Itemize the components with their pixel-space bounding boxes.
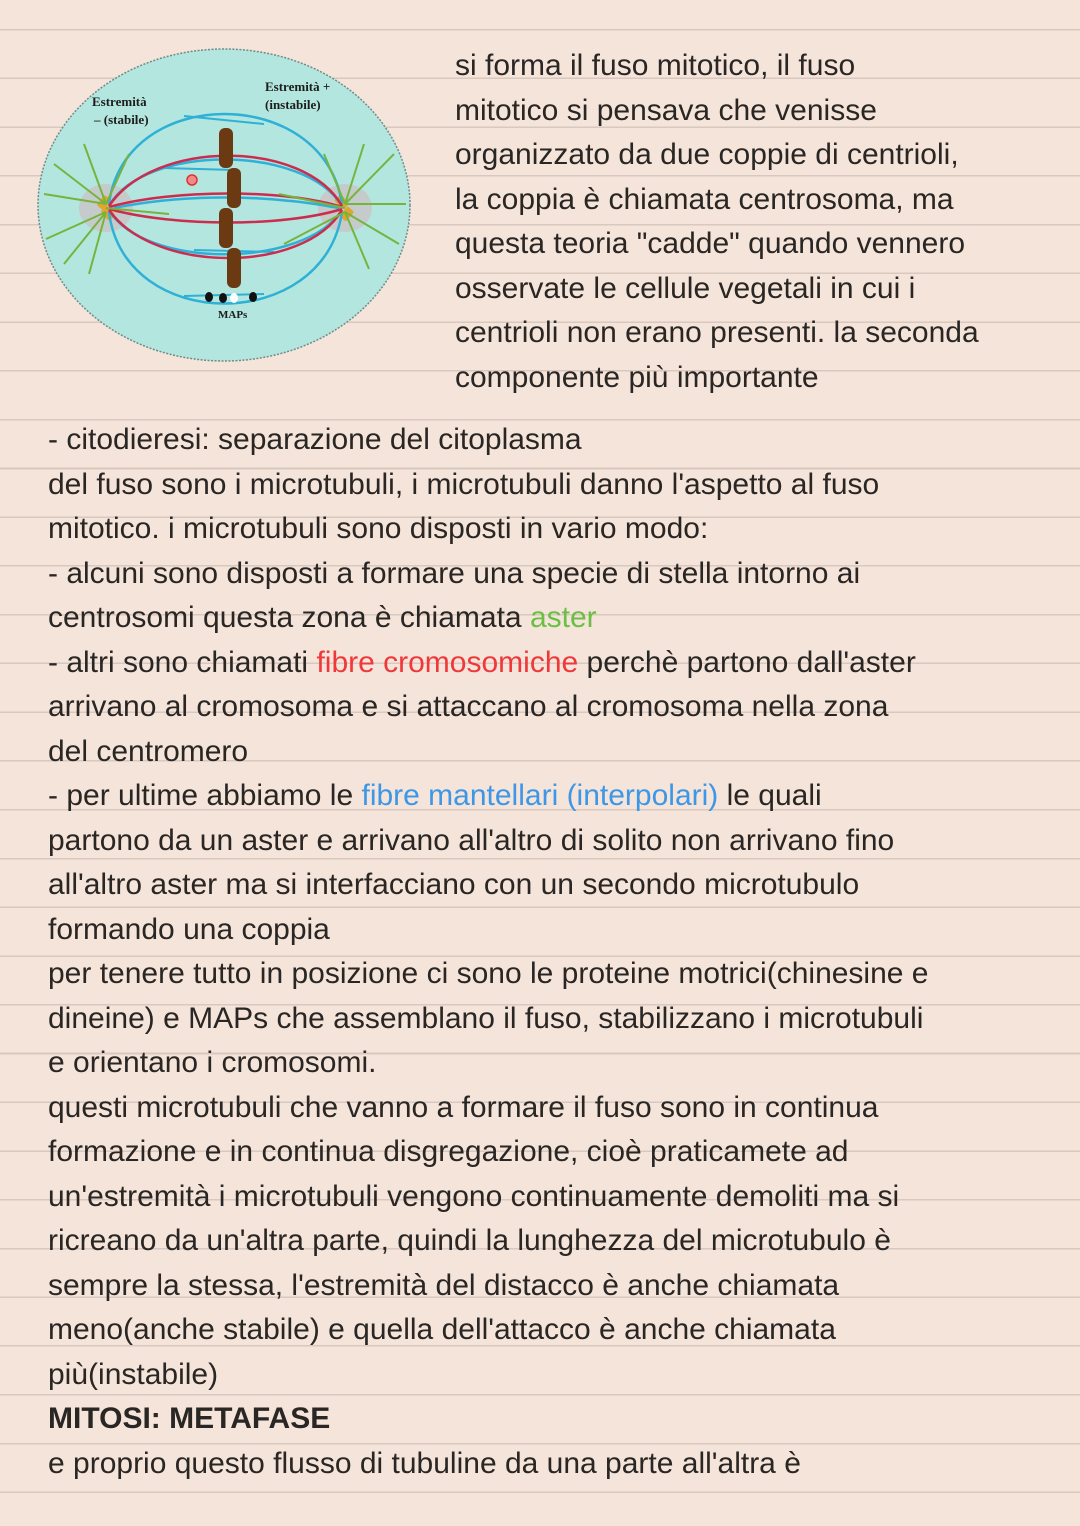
text-span: - altri sono chiamati — [48, 645, 317, 679]
text-line — [48, 774, 929, 819]
highlight-fibre-cromosomiche: fibre cromosomiche — [316, 645, 579, 679]
text-line: partono da un aster e arrivano all'altro di solito non arrivano fino — [48, 823, 895, 857]
label-minus-end-sub: – (stabile) — [94, 112, 149, 127]
section-heading: MITOSI: METAFASE — [48, 1402, 331, 1435]
text-line: ricreano da un'altra parte, quindi la lunghezza del microtubulo è — [48, 1224, 891, 1257]
text-line: arrivano al cromosoma e si attaccano al cromosoma nella zona — [48, 690, 889, 723]
top-paragraph — [455, 44, 979, 400]
text-line: questi microtubuli che vanno a formare il fuso sono in continua — [48, 1090, 879, 1124]
label-minus-end: Estremità — [92, 94, 147, 109]
text-line: osservate le cellule vegetali in cui i — [455, 271, 916, 305]
text-line: del centromero — [48, 734, 249, 768]
text-line: formazione e in continua disgregazione, cioè praticamete ad — [48, 1135, 849, 1168]
mitotic-spindle-diagram — [34, 44, 414, 366]
body-text — [48, 418, 929, 1486]
highlight-aster: aster — [529, 601, 597, 634]
text-line: si forma il fuso mitotico, il fuso — [455, 49, 856, 82]
text-line: questa teoria "cadde" quando vennero — [455, 227, 966, 260]
text-span: centrosomi questa zona è chiamata — [48, 601, 530, 634]
text-line: mitotico si pensava che venisse — [455, 93, 877, 127]
text-line: sempre la stessa, l'estremità del distacco è anche chiamata — [48, 1268, 840, 1302]
text-span: perchè partono dall'aster — [578, 645, 916, 679]
text-line: e proprio questo flusso di tubuline da una parte all'altra è — [48, 1446, 801, 1480]
text-line: e orientano i cromosomi. — [48, 1046, 377, 1079]
text-line: un'estremità i microtubuli vengono continuamente demoliti ma si — [48, 1179, 900, 1213]
text-line — [48, 641, 929, 686]
text-line: componente più importante — [455, 360, 819, 394]
text-line: - citodieresi: separazione del citoplasma — [48, 423, 582, 456]
text-line: formando una coppia — [48, 912, 330, 946]
highlight-fibre-mantellari: fibre mantellari (interpolari) — [361, 779, 719, 812]
text-line — [48, 596, 929, 641]
text-span: le quali — [718, 779, 822, 812]
label-maps: MAPs — [218, 309, 248, 321]
text-line: dineine) e MAPs che assemblano il fuso, stabilizzano i microtubuli — [48, 1001, 924, 1035]
label-plus-end: Estremità + — [265, 79, 331, 94]
text-line: del fuso sono i microtubuli, i microtubuli danno l'aspetto al fuso — [48, 467, 880, 501]
text-line: mitotico. i microtubuli sono disposti in vario modo: — [48, 512, 709, 545]
text-line: più(instabile) — [48, 1357, 219, 1391]
text-line: - alcuni sono disposti a formare una specie di stella intorno ai — [48, 556, 861, 590]
text-line: la coppia è chiamata centrosoma, ma — [455, 182, 954, 216]
label-plus-end-sub: (instabile) — [265, 97, 321, 112]
text-line: all'altro aster ma si interfacciano con un secondo microtubulo — [48, 868, 860, 901]
text-line: per tenere tutto in posizione ci sono le proteine motrici(chinesine e — [48, 957, 929, 990]
text-line: organizzato da due coppie di centrioli, — [455, 138, 959, 171]
text-line: centrioli non erano presenti. la seconda — [455, 316, 979, 349]
text-line: meno(anche stabile) e quella dell'attacco è anche chiamata — [48, 1313, 836, 1346]
text-span: - per ultime abbiamo le — [48, 779, 362, 812]
